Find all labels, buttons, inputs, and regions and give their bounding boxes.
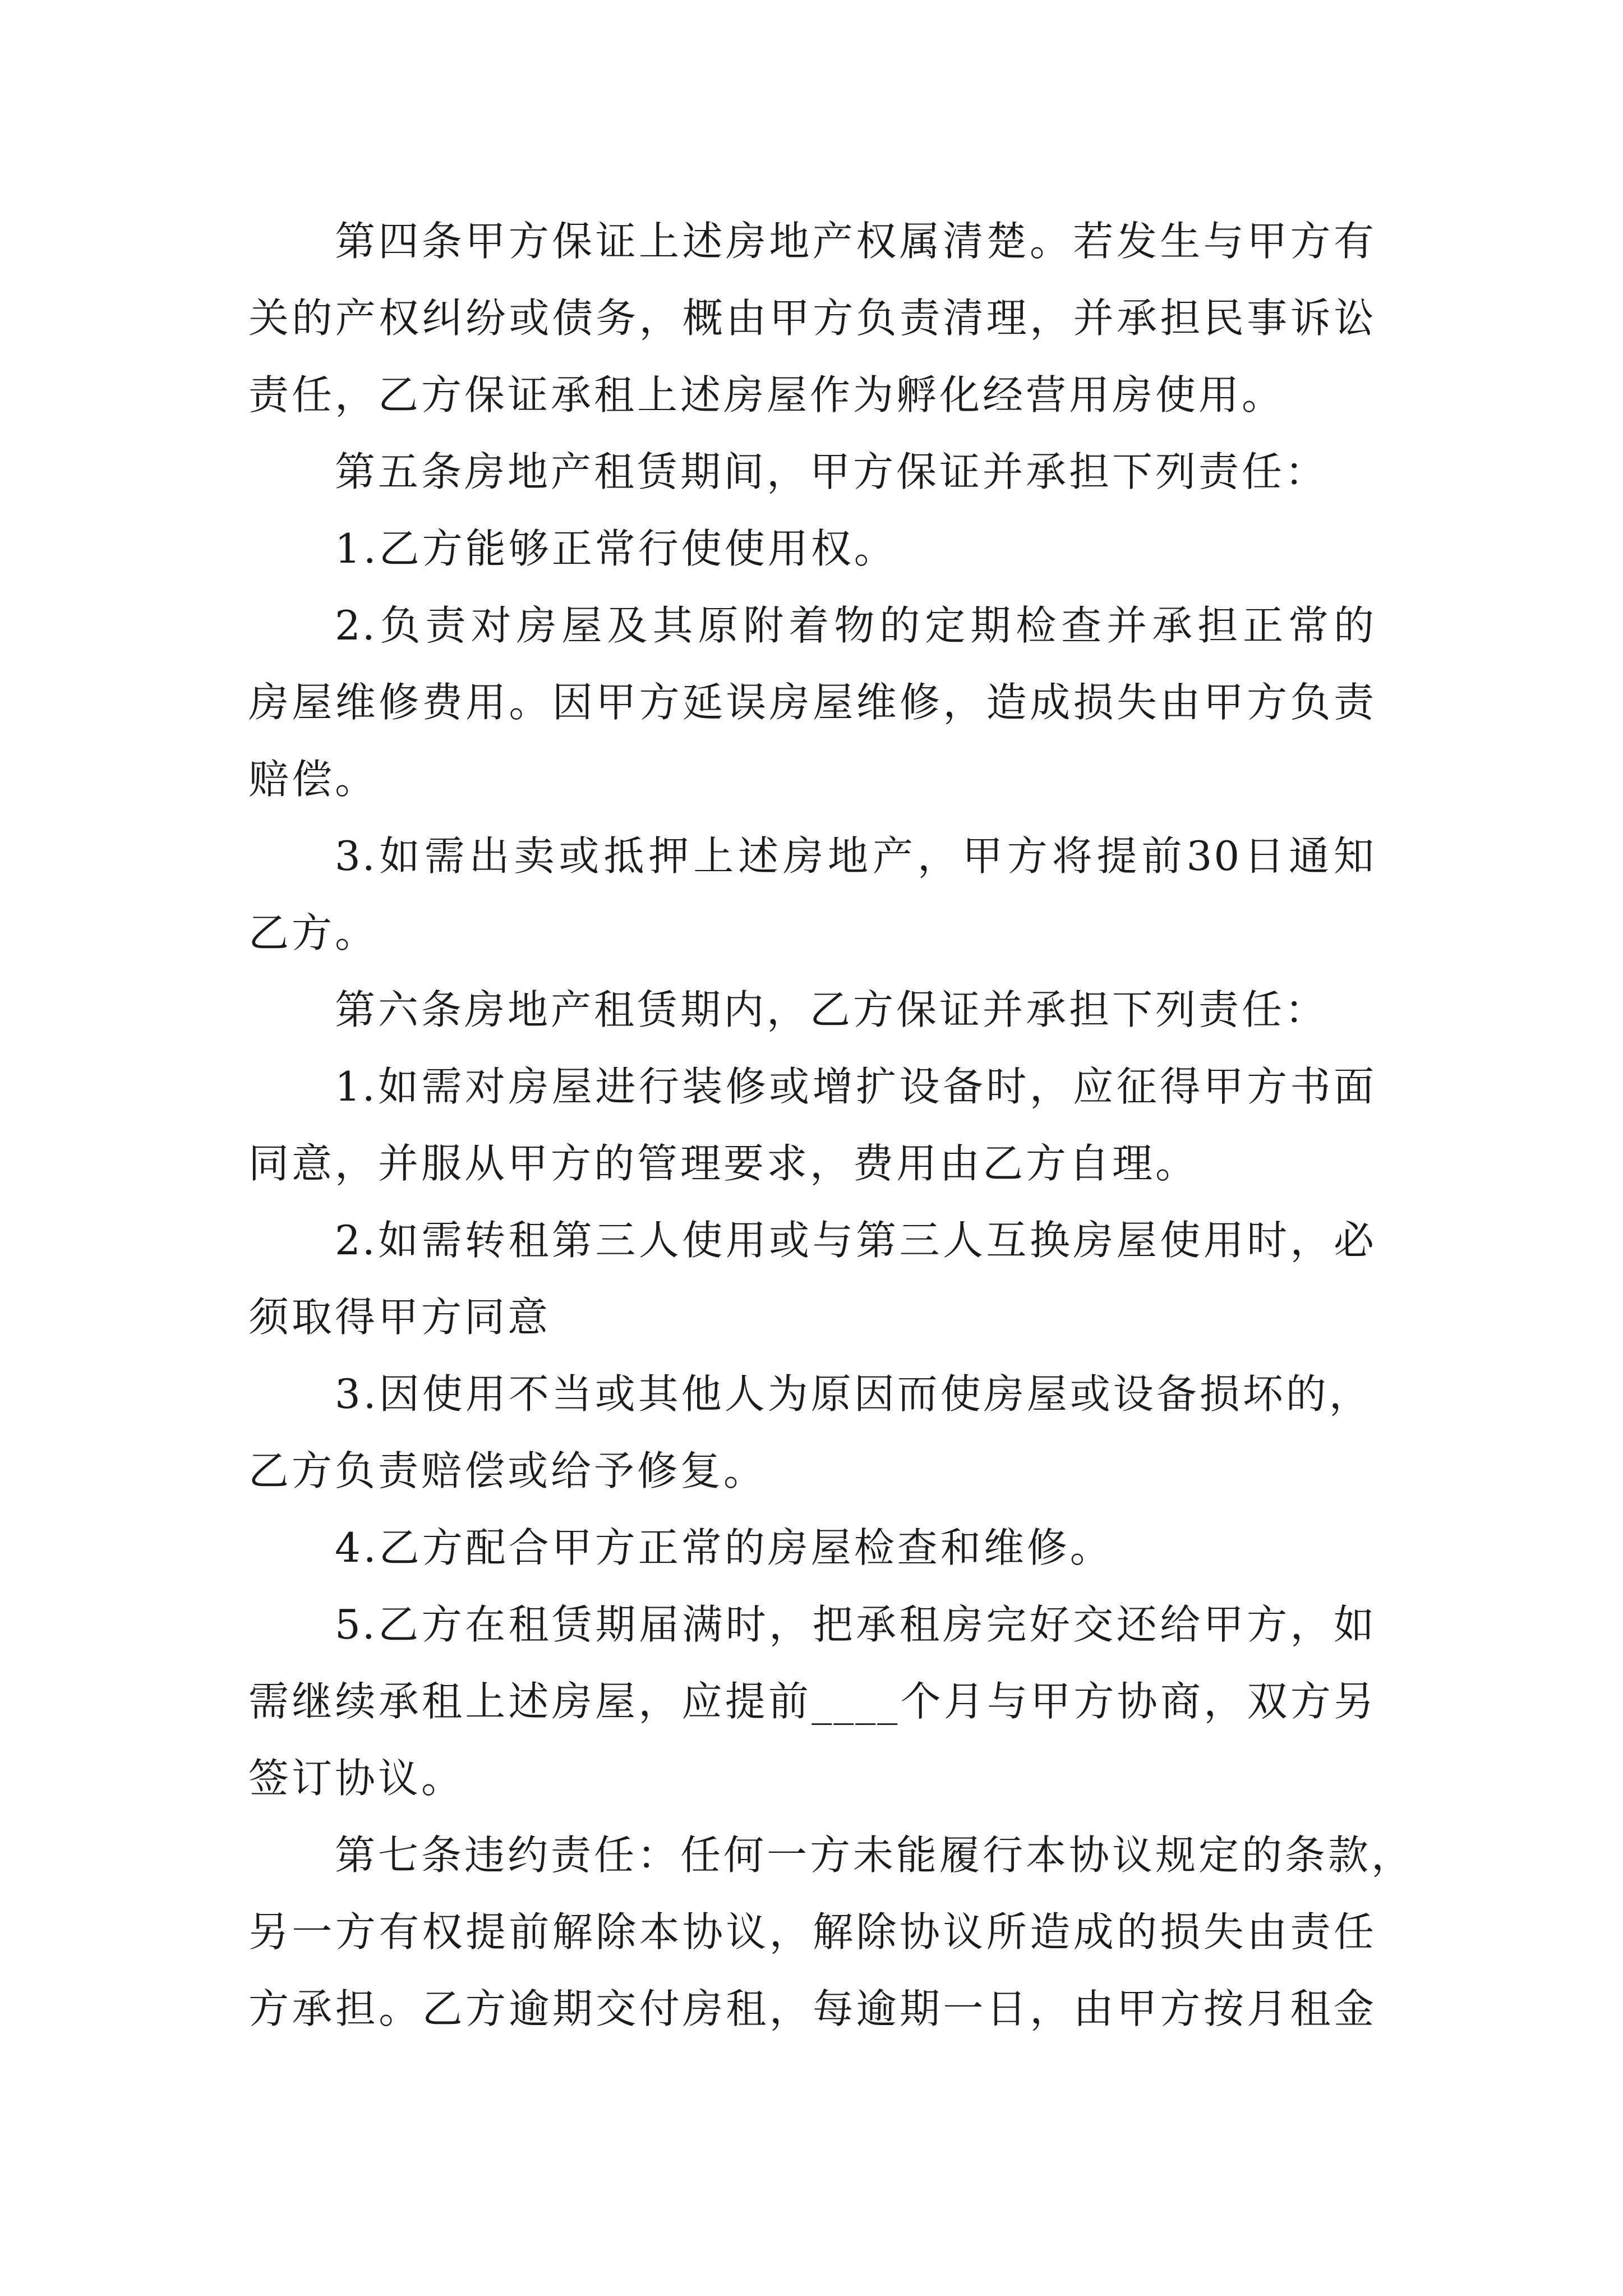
clause-six-item-3 [248, 1356, 1376, 1510]
text-line: 乙方负责赔偿或给予修复。 [248, 1447, 767, 1494]
text-line: 1.乙方能够正常行使使用权。 [335, 525, 897, 572]
clause-six-item-5 [248, 1586, 1376, 1817]
clause-four-paragraph [248, 203, 1376, 434]
text-line: 2.负责对房屋及其原附着物的定期检查并承担正常的 [335, 602, 1376, 649]
text-line: 5.乙方在租赁期届满时，把承租房完好交还给甲方，如 [335, 1601, 1376, 1648]
text-line: 2.如需转租第三人使用或与第三人互换房屋使用时，必 [335, 1217, 1376, 1264]
text-line: 需继续承租上述房屋，应提前____个月与甲方协商，双方另 [248, 1678, 1376, 1725]
text-line: 须取得甲方同意 [248, 1294, 551, 1341]
text-line: 方承担。乙方逾期交付房租，每逾期一日，由甲方按月租金 [248, 1985, 1376, 2032]
text-line: 4.乙方配合甲方正常的房屋检查和维修。 [335, 1524, 1113, 1571]
text-line: 房屋维修费用。因甲方延误房屋维修，造成损失由甲方负责 [248, 679, 1376, 726]
text-line: 签订协议。 [248, 1755, 465, 1802]
clause-five-item-1 [248, 510, 1376, 587]
text-line: 关的产权纠纷或债务，概由甲方负责清理，并承担民事诉讼 [248, 295, 1376, 342]
clause-six-item-1 [248, 1048, 1376, 1202]
clause-six-heading [248, 972, 1376, 1048]
text-line: 另一方有权提前解除本协议，解除协议所造成的损失由责任 [248, 1908, 1376, 1955]
contract-body [248, 203, 1415, 2047]
text-line: 责任，乙方保证承租上述房屋作为孵化经营用房使用。 [248, 371, 1285, 418]
clause-five-item-3 [248, 818, 1376, 972]
text-line: 乙方。 [248, 909, 379, 956]
text-line: 第七条违约责任：任何一方未能履行本协议规定的条款， [335, 1832, 1415, 1879]
text-line: 第五条房地产租赁期间，甲方保证并承担下列责任： [335, 448, 1329, 495]
clause-five-heading [248, 434, 1376, 510]
text-line: 第六条房地产租赁期内，乙方保证并承担下列责任： [335, 986, 1329, 1033]
clause-five-item-2 [248, 587, 1376, 818]
text-line: 3.如需出卖或抵押上述房地产，甲方将提前30日通知 [335, 832, 1376, 880]
clause-six-item-2 [248, 1202, 1376, 1356]
text-line: 3.因使用不当或其他人为原因而使房屋或设备损坏的， [335, 1370, 1372, 1418]
text-line: 赔偿。 [248, 756, 379, 803]
text-line: 同意，并服从甲方的管理要求，费用由乙方自理。 [248, 1140, 1199, 1187]
text-line: 1.如需对房屋进行装修或增扩设备时，应征得甲方书面 [335, 1063, 1376, 1110]
clause-seven-paragraph [248, 1817, 1415, 2047]
text-line: 第四条甲方保证上述房地产权属清楚。若发生与甲方有 [335, 218, 1376, 265]
clause-six-item-4 [248, 1510, 1376, 1586]
